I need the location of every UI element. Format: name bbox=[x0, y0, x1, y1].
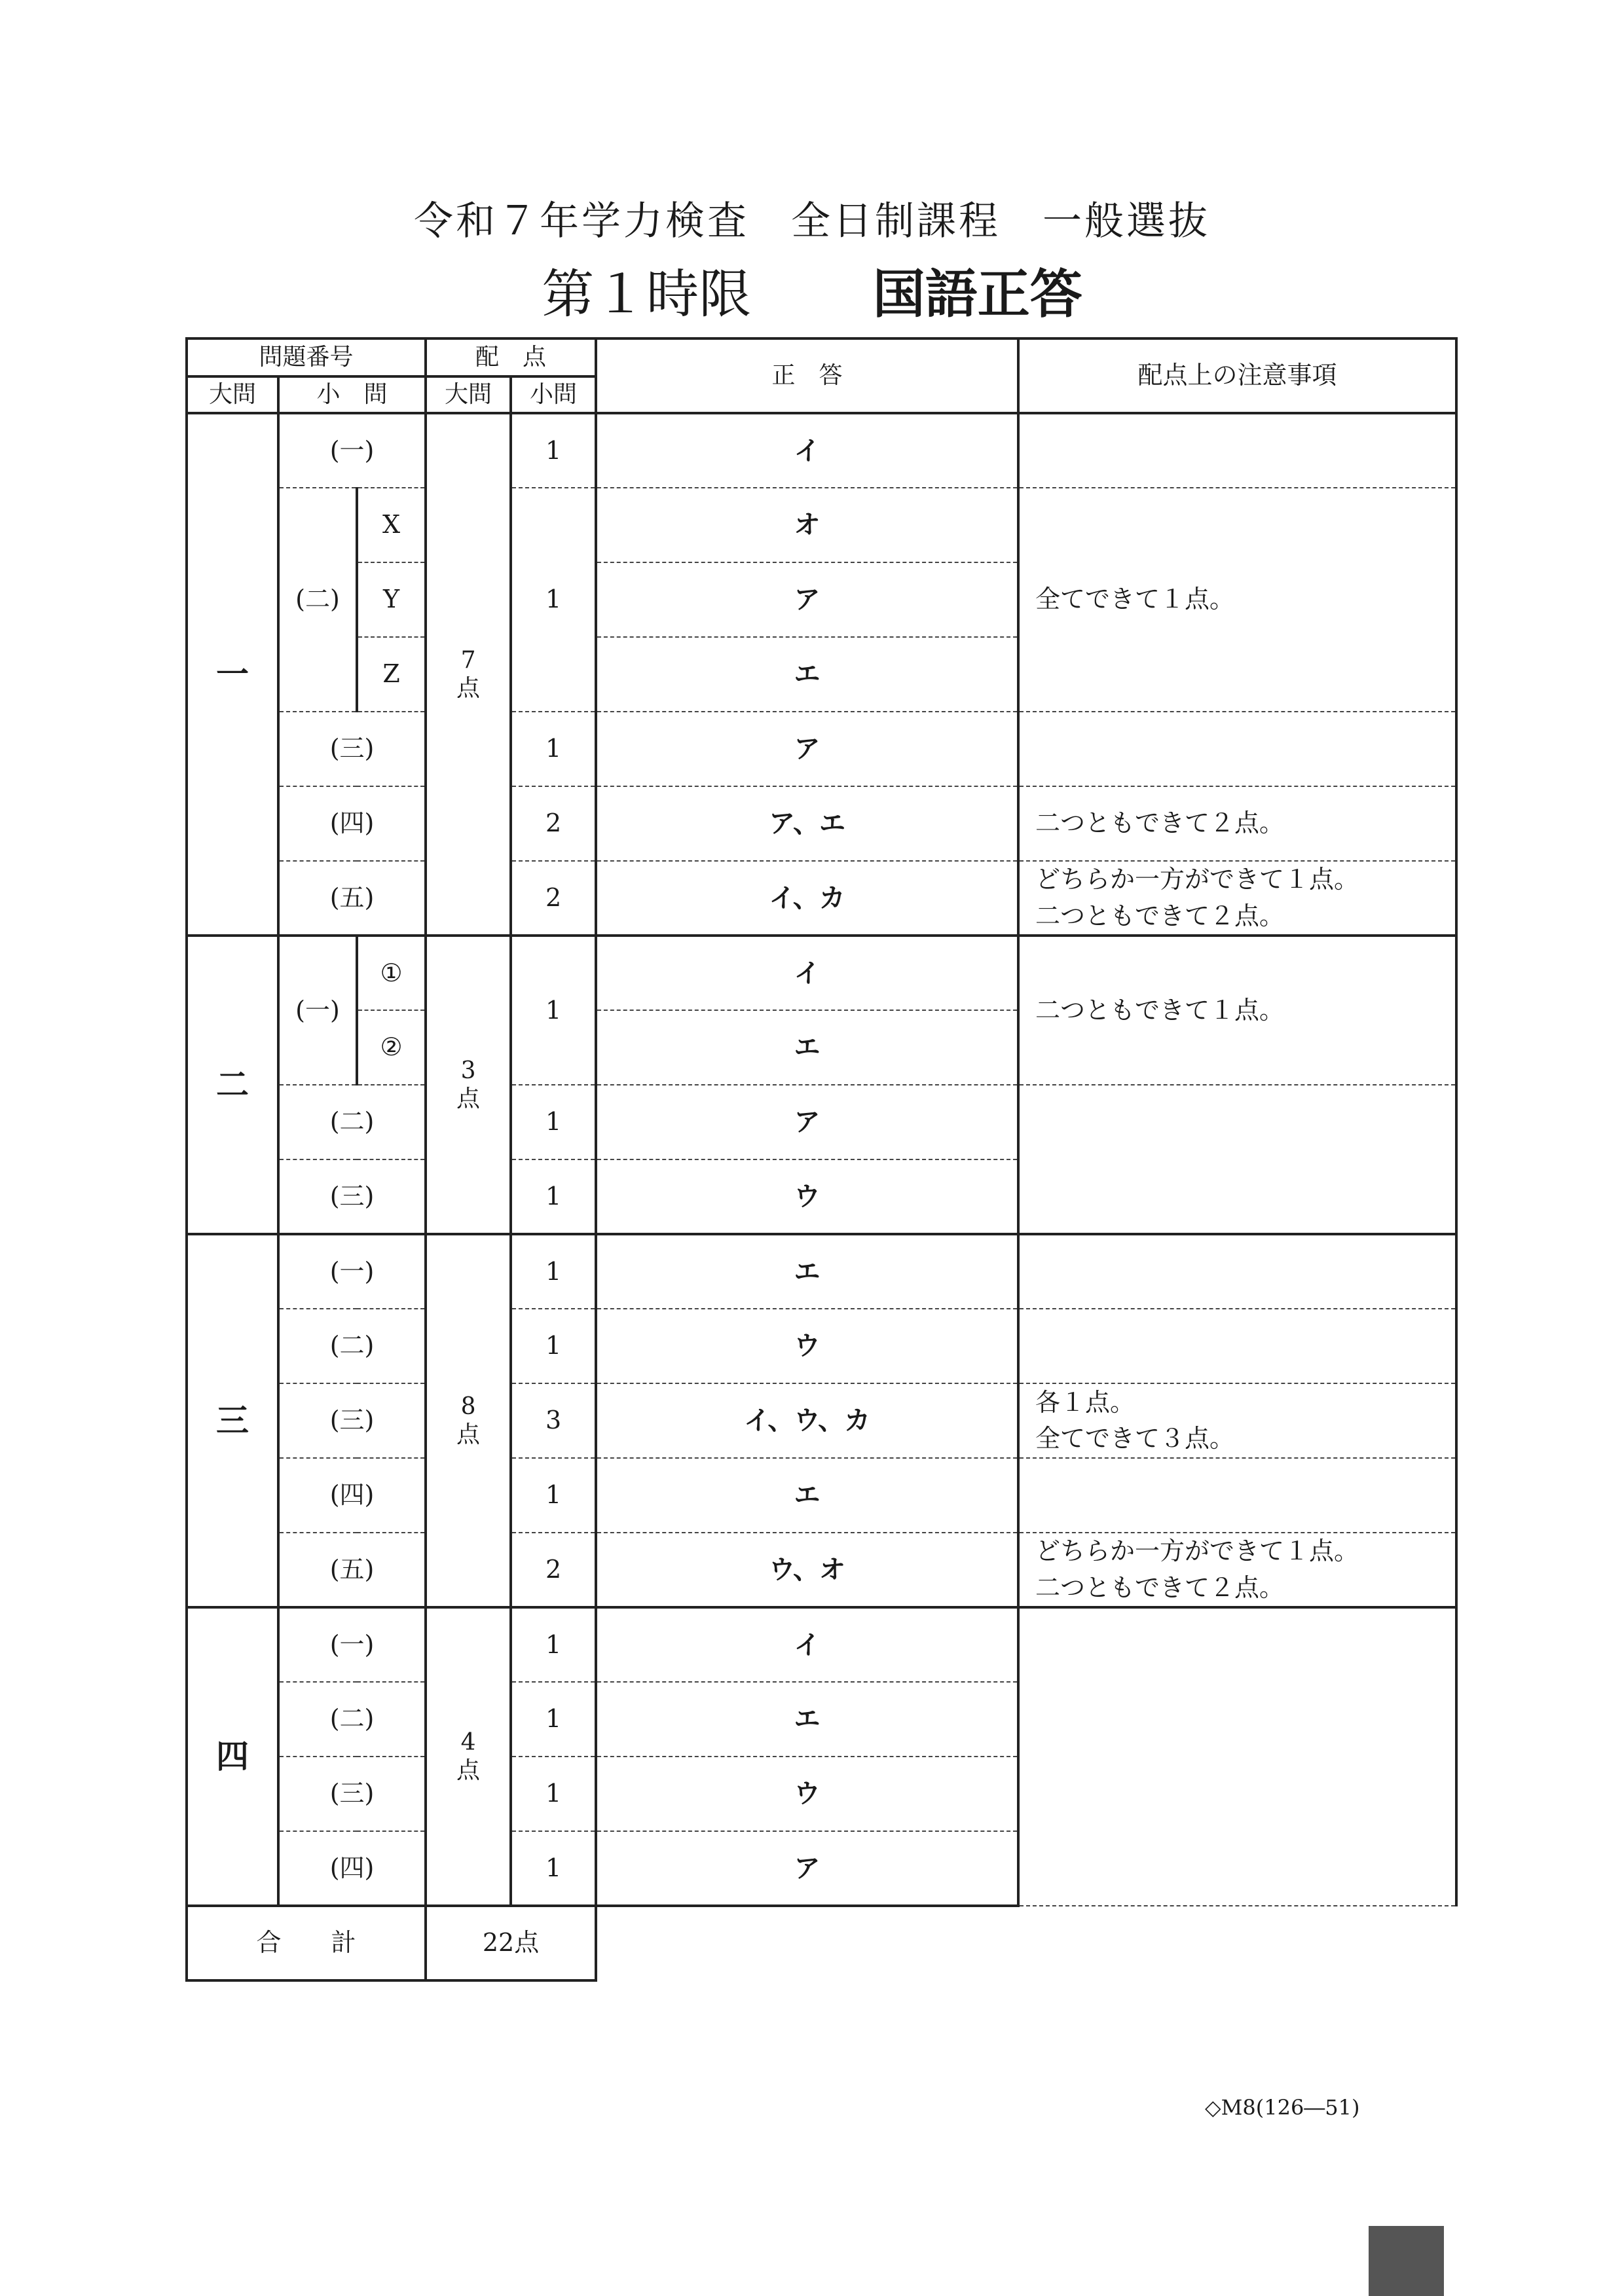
question-points: 2 bbox=[511, 1533, 596, 1607]
question-points: 1 bbox=[511, 1831, 596, 1906]
header-points: 配 点 bbox=[426, 338, 596, 376]
header-major: 大問 bbox=[187, 376, 278, 413]
minor-question: (四) bbox=[278, 1831, 426, 1906]
question-points: 1 bbox=[511, 936, 596, 1085]
sub-part-label: Y bbox=[357, 562, 426, 637]
minor-question: (五) bbox=[278, 861, 426, 936]
scoring-note bbox=[1018, 1234, 1456, 1309]
header-question-number: 問題番号 bbox=[187, 338, 426, 376]
correct-answer: エ bbox=[596, 1458, 1018, 1533]
correct-answer: イ bbox=[596, 413, 1018, 488]
scoring-note bbox=[1018, 712, 1456, 786]
correct-answer: ウ bbox=[596, 1159, 1018, 1234]
question-points: 1 bbox=[511, 712, 596, 786]
section-points: 4 点 bbox=[426, 1607, 511, 1906]
sub-part-label: X bbox=[357, 488, 426, 562]
scoring-note: どちらか一方ができて１点。 二つともできて２点。 bbox=[1018, 1533, 1456, 1607]
section-number: 四 bbox=[187, 1607, 278, 1906]
minor-question: (一) bbox=[278, 1607, 426, 1682]
total-points: 22点 bbox=[426, 1906, 596, 1980]
minor-question: (三) bbox=[278, 1757, 426, 1831]
question-points: 1 bbox=[511, 1159, 596, 1234]
question-points: 3 bbox=[511, 1383, 596, 1458]
question-points: 1 bbox=[511, 1085, 596, 1159]
section-number: 二 bbox=[187, 936, 278, 1234]
minor-question: (二) bbox=[278, 1309, 426, 1383]
scoring-note: 二つともできて２点。 bbox=[1018, 786, 1456, 861]
scoring-note bbox=[1018, 413, 1456, 488]
correct-answer: エ bbox=[596, 1234, 1018, 1309]
correct-answer: ア bbox=[596, 712, 1018, 786]
empty-cell bbox=[596, 1906, 1456, 1980]
minor-question: (四) bbox=[278, 1458, 426, 1533]
question-points: 1 bbox=[511, 1234, 596, 1309]
header-correct-answer: 正 答 bbox=[596, 338, 1018, 413]
header-points-minor: 小問 bbox=[511, 376, 596, 413]
question-points: 1 bbox=[511, 1309, 596, 1383]
correct-answer: ウ bbox=[596, 1757, 1018, 1831]
minor-question: (二) bbox=[278, 488, 357, 712]
minor-question: (一) bbox=[278, 1234, 426, 1309]
registration-mark bbox=[1369, 2226, 1444, 2296]
correct-answer: ウ、オ bbox=[596, 1533, 1018, 1607]
scoring-note bbox=[1018, 1085, 1456, 1234]
minor-question: (三) bbox=[278, 712, 426, 786]
header-notes: 配点上の注意事項 bbox=[1018, 338, 1456, 413]
minor-question: (三) bbox=[278, 1383, 426, 1458]
correct-answer: オ bbox=[596, 488, 1018, 562]
question-points: 2 bbox=[511, 786, 596, 861]
correct-answer: イ、カ bbox=[596, 861, 1018, 936]
minor-question: (四) bbox=[278, 786, 426, 861]
question-points: 1 bbox=[511, 488, 596, 712]
scoring-note bbox=[1018, 1309, 1456, 1383]
correct-answer: ウ bbox=[596, 1309, 1018, 1383]
correct-answer: イ bbox=[596, 936, 1018, 1010]
sub-part-label: Z bbox=[357, 637, 426, 712]
scoring-note: 全てできて１点。 bbox=[1018, 488, 1456, 712]
header-points-major: 大問 bbox=[426, 376, 511, 413]
correct-answer: ア bbox=[596, 562, 1018, 637]
section-number: 一 bbox=[187, 413, 278, 936]
minor-question: (一) bbox=[278, 936, 357, 1085]
scoring-note: どちらか一方ができて１点。 二つともできて２点。 bbox=[1018, 861, 1456, 936]
scoring-note bbox=[1018, 1607, 1456, 1906]
question-points: 1 bbox=[511, 1458, 596, 1533]
total-label: 合 計 bbox=[187, 1906, 426, 1980]
question-points: 1 bbox=[511, 413, 596, 488]
section-number: 三 bbox=[187, 1234, 278, 1607]
minor-question: (三) bbox=[278, 1159, 426, 1234]
correct-answer: ア bbox=[596, 1085, 1018, 1159]
minor-question: (二) bbox=[278, 1682, 426, 1757]
question-points: 1 bbox=[511, 1682, 596, 1757]
sub-part-label: ② bbox=[357, 1010, 426, 1085]
correct-answer: エ bbox=[596, 1010, 1018, 1085]
exam-title: 令和７年学力検査 全日制課程 一般選抜 bbox=[414, 198, 1210, 244]
scoring-note bbox=[1018, 1458, 1456, 1533]
minor-question: (一) bbox=[278, 413, 426, 488]
sub-part-label: ① bbox=[357, 936, 426, 1010]
page-code: ◇M8(126―51) bbox=[1205, 2095, 1360, 2120]
answer-table bbox=[185, 337, 1458, 1982]
period-label: 第１時限 bbox=[542, 264, 752, 325]
correct-answer: ア、エ bbox=[596, 786, 1018, 861]
minor-question: (五) bbox=[278, 1533, 426, 1607]
correct-answer: イ bbox=[596, 1607, 1018, 1682]
question-points: 1 bbox=[511, 1607, 596, 1682]
question-points: 2 bbox=[511, 861, 596, 936]
correct-answer: エ bbox=[596, 637, 1018, 712]
section-points: 3 点 bbox=[426, 936, 511, 1234]
scoring-note: 二つともできて１点。 bbox=[1018, 936, 1456, 1085]
correct-answer: エ bbox=[596, 1682, 1018, 1757]
answer-key-title bbox=[0, 252, 1624, 327]
minor-question: (二) bbox=[278, 1085, 426, 1159]
correct-answer: ア bbox=[596, 1831, 1018, 1906]
section-points: 8 点 bbox=[426, 1234, 511, 1607]
correct-answer: イ、ウ、カ bbox=[596, 1383, 1018, 1458]
section-points: 7 点 bbox=[426, 413, 511, 936]
question-points: 1 bbox=[511, 1757, 596, 1831]
header-minor: 小 問 bbox=[278, 376, 426, 413]
subject-label: 国語正答 bbox=[872, 264, 1082, 325]
scoring-note: 各１点。 全てできて３点。 bbox=[1018, 1383, 1456, 1458]
